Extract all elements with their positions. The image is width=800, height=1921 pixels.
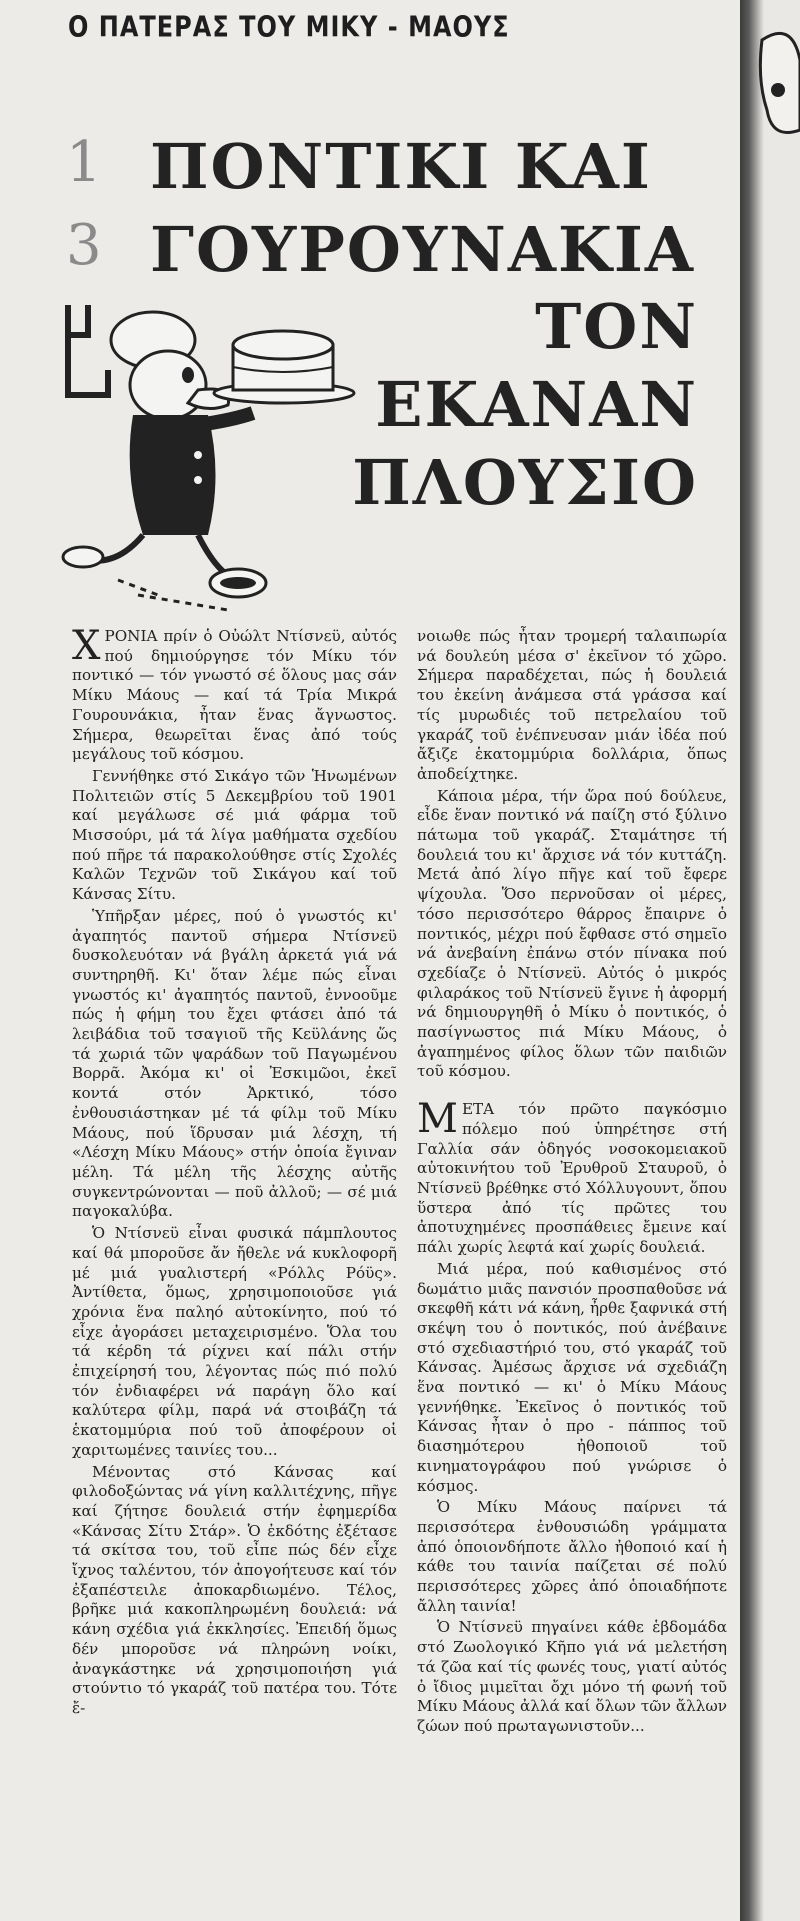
paragraph xyxy=(72,623,397,765)
drop-cap: Μ xyxy=(417,1096,458,1143)
next-page-cartoon-edge xyxy=(752,20,800,220)
paragraph: Γεννήθηκε στό Σικάγο τῶν Ἡνωμένων Πολιτειῶν στίς 5 Δεκεμβρίου τοῦ 1901 καί μεγάλωσε σέ μιά φάρμα τοῦ Μισσούρι, μά τά λίγα μαθήματα σχεδίου πού πῆρε τά παρακολούθησε στίς Σχολές Καλῶν Τεχνῶν τοῦ Σικάγου καί τοῦ Κάνσας Σίτυ. xyxy=(72,766,397,904)
article-column-right xyxy=(417,627,727,1739)
paragraph: Μένοντας στό Κάνσας καί φιλοδοξώντας νά γίνη καλλιτέχνης, πῆγε καί ζήτησε δουλειά στήν ἐφημερίδα «Κάνσας Σίτυ Στάρ». Ὁ ἐκδότης ἐξέτασε τά σκίτσα του, τοῦ εἶπε πώς δέν εἶχε ἴχνος ταλέντου, τόν ἀπογοήτευσε καί τόν ἐξαπέστειλε ἀποκαρδιωμένο. Τέλος, βρῆκε μιά κακοπληρωμένη δουλειά: νά κάνη σχέδια γιά ἐκκλησίες. Ἐπειδή ὅμως δέν μποροῦσε νά πληρώνη νοίκι, ἀναγκάστηκε νά χρησιμοποιήση γιά στούντιο τό γκαράζ τοῦ πατέρα του. Τότε ἔ- xyxy=(72,1462,397,1717)
paragraph: Μιά μέρα, πού καθισμένος στό δωμάτιο μιᾶς πανσιόν προσπαθοῦσε νά σκεφθῆ κάτι νά κάνη, ἦρθε ξαφνικά στή σκέψη του ὁ ποντικός, πού ἀνέβαινε στό σχεδιαστήριό του, στό γκαράζ τοῦ Κάνσας. Ἀμέσως ἄρχισε νά σχεδιάζη ἕνα ποντικό — κι' ὁ Μίκυ Μάους γεννήθηκε. Ἐκεῖνος ὁ ποντικός τοῦ Κάνσας ἦταν ὁ προ - πάππος τοῦ διασημότερου ἠθοποιοῦ τοῦ κινηματογράφου πού γνώρισε ὁ κόσμος. xyxy=(417,1259,727,1495)
title-line-1: ΠΟΝΤΙΚΙ ΚΑΙ xyxy=(150,130,652,203)
title-number-1: 1 xyxy=(66,130,102,195)
paragraph: Κάποια μέρα, τήν ὥρα πού δούλευε, εἶδε ἕναν ποντικό νά παίζη στό ξύλινο πάτωμα τοῦ γκαράζ. Σταμάτησε τή δουλειά του κι' ἄρχισε νά τόν κυττάζη. Μετά ἀπό λίγο πῆγε καί τοῦ ἔφερε ψίχουλα. Ὅσο περνοῦσαν οἱ μέρες, τόσο περισσότερο θάρρος ἔπαιρνε ὁ ποντικός, μέχρι πού ἔφθασε στό σημεῖο νά ἀνεβαίνη ἐπάνω στόν πίνακα πού σχεδίαζε ὁ Ντίσνεϋ. Αὐτός ὁ μικρός φιλαράκος τοῦ Ντίσνεϋ ἔγινε ἡ ἀφορμή νά δημιουργηθῆ ὁ Μίκυ ὁ ποντικός, ὁ πασίγνωστος πιά Μίκυ Μάους, ὁ ἀγαπημένος φίλος ὅλων τῶν παιδιῶν τοῦ κόσμου. xyxy=(417,786,727,1081)
title-line-5: ΠΛΟΥΣΙΟ xyxy=(352,446,698,519)
paragraph: Ὑπῆρξαν μέρες, πού ὁ γνωστός κι' ἀγαπητός παντοῦ σήμερα Ντίσνεϋ δυσκολευόταν νά βγάλη ἀρκετά γιά νά συντηρηθῆ. Κι' ὅταν λέμε πώς εἶναι γνωστός κι' ἀγαπητός παντοῦ, ἐννοοῦμε πώς ἡ φήμη του ἔχει φτάσει ἀπό τά λειβάδια τοῦ τσαγιοῦ τῆς Κεϋλάνης ὥς τά χωριά τῶν ψαράδων τοῦ Παγωμένου Βορρᾶ. Ἀκόμα κι' οἱ Ἐσκιμῶοι, ἐκεῖ κοντά στόν Ἀρκτικό, τόσο ἐνθουσιάστηκαν μέ τά φίλμ τοῦ Μίκυ Μάους, πού ἵδρυσαν μιά λέσχη, τή «Λέσχη Μίκυ Μάους» στήν ὁποία ἔγιναν μέλη. Τά μέλη τῆς λέσχης αὐτῆς συγκεντρώνονται — ποῦ ἀλλοῦ; — σέ μιά παγοκαλύβα. xyxy=(72,906,397,1221)
title-number-3: 3 xyxy=(66,213,102,278)
paragraph: Ὁ Ντίσνεϋ εἶναι φυσικά πάμπλουτος καί θά μποροῦσε ἄν ἤθελε νά κυκλοφορῆ μέ μιά γυαλιστερή «Ρόλλς Ρόϋς». Ἀντίθετα, ὅμως, χρησιμοποιοῦσε γιά χρόνια ἕνα παληό αὐτοκίνητο, πού τό εἶχε ἀγοράσει μεταχειρισμένο. Ὅλα του τά κέρδη τά ρίχνει καί πάλι στήν ἐπιχείρησή του, λέγοντας πώς πιό πολύ τόν ἐνδιαφέρει νά παράγη ὅλο καί καλύτερα φίλμ, παρά νά στοιβάζη τά ἑκατομμύρια πού τοῦ ἀποφέρουν οἱ χαριτωμένες ταινίες του... xyxy=(72,1224,397,1459)
duck-chef-illustration xyxy=(48,295,378,625)
drop-cap: Χ xyxy=(72,623,101,669)
title-line-2: ΓΟΥΡΟΥΝΑΚΙΑ xyxy=(150,213,695,286)
paragraph: νοιωθε πώς ἦταν τρομερή ταλαιπωρία νά δουλεύη μέσα σ' ἐκεῖνον τό χῶρο. Σήμερα παραδέχεται, πώς ἡ δουλειά του ἐκείνη ἀνάμεσα στά γράσσα καί τίς μυρωδιές τοῦ πετρελαίου τοῦ γκαράζ τοῦ ἐνέπνευσαν μιάν ἰδέα πού ἄξιζε ἑκατομμύρια δολλάρια, ὅπως ἀποδείχτηκε. xyxy=(417,627,727,783)
page-header: Ο ΠΑΤΕΡΑΣ ΤΟΥ ΜΙΚΥ - ΜΑΟΥΣ xyxy=(68,10,510,44)
title-line-3: ΤΟΝ xyxy=(535,290,698,363)
paragraph xyxy=(417,1096,727,1258)
title-line-4: ΕΚΑΝΑΝ xyxy=(375,368,698,441)
binding-gutter xyxy=(740,0,800,1921)
article-column-left xyxy=(72,623,397,1721)
paragraph: Ὁ Μίκυ Μάους παίρνει τά περισσότερα ἐνθουσιώδη γράμματα ἀπό ὁποιονδήποτε ἄλλο ἠθοποιό καί ἡ κάθε του ταινία παίζεται σέ πολύ περισσότερες χῶρες ἀπό ὁποιαδήποτε ἄλλη ταινία! xyxy=(417,1498,727,1615)
paragraph: Ὁ Ντίσνεϋ πηγαίνει κάθε ἑβδομάδα στό Ζωολογικό Κῆπο γιά νά μελετήση τά ζῶα καί τίς φωνές τους, γιατί αὐτός ὁ ἴδιος μιμεῖται ὄχι μόνο τή φωνή τοῦ Μίκυ Μάους ἀλλά καί ὅλων τῶν ἄλλων ζώων πού πρωταγωνιστοῦν... xyxy=(417,1618,727,1735)
paragraph-text: ΡΟΝΙΑ πρίν ὁ Οὐώλτ Ντίσνεϋ, αὐτός πού δημιούργησε τόν Μίκυ τόν ποντικό — τόν γνωστό σέ ὅλους μας σάν Μίκυ Μάους — καί τά Τρία Μικρά Γουρουνάκια, ἦταν ἕνας ἄγνωστος. Σήμερα, θεωρεῖται ἕνας ἀπό τούς μεγάλους τοῦ κόσμου. xyxy=(72,627,397,764)
paragraph-text: ΕΤΑ τόν πρῶτο παγκόσμιο πόλεμο πού ὑπηρέτησε στή Γαλλία σάν ὁδηγός νοσοκομειακοῦ αὐτοκινήτου τοῦ Ἐρυθροῦ Σταυροῦ, ὁ Ντίσνεϋ βρέθηκε στό Χόλλυγουντ, ὅπου ὕστερα ἀπό τίς πρῶτες του ἀποτυχημένες προσπάθειες ἔμεινε καί πάλι χωρίς λεφτά καί χωρίς δουλειά. xyxy=(417,1100,727,1257)
